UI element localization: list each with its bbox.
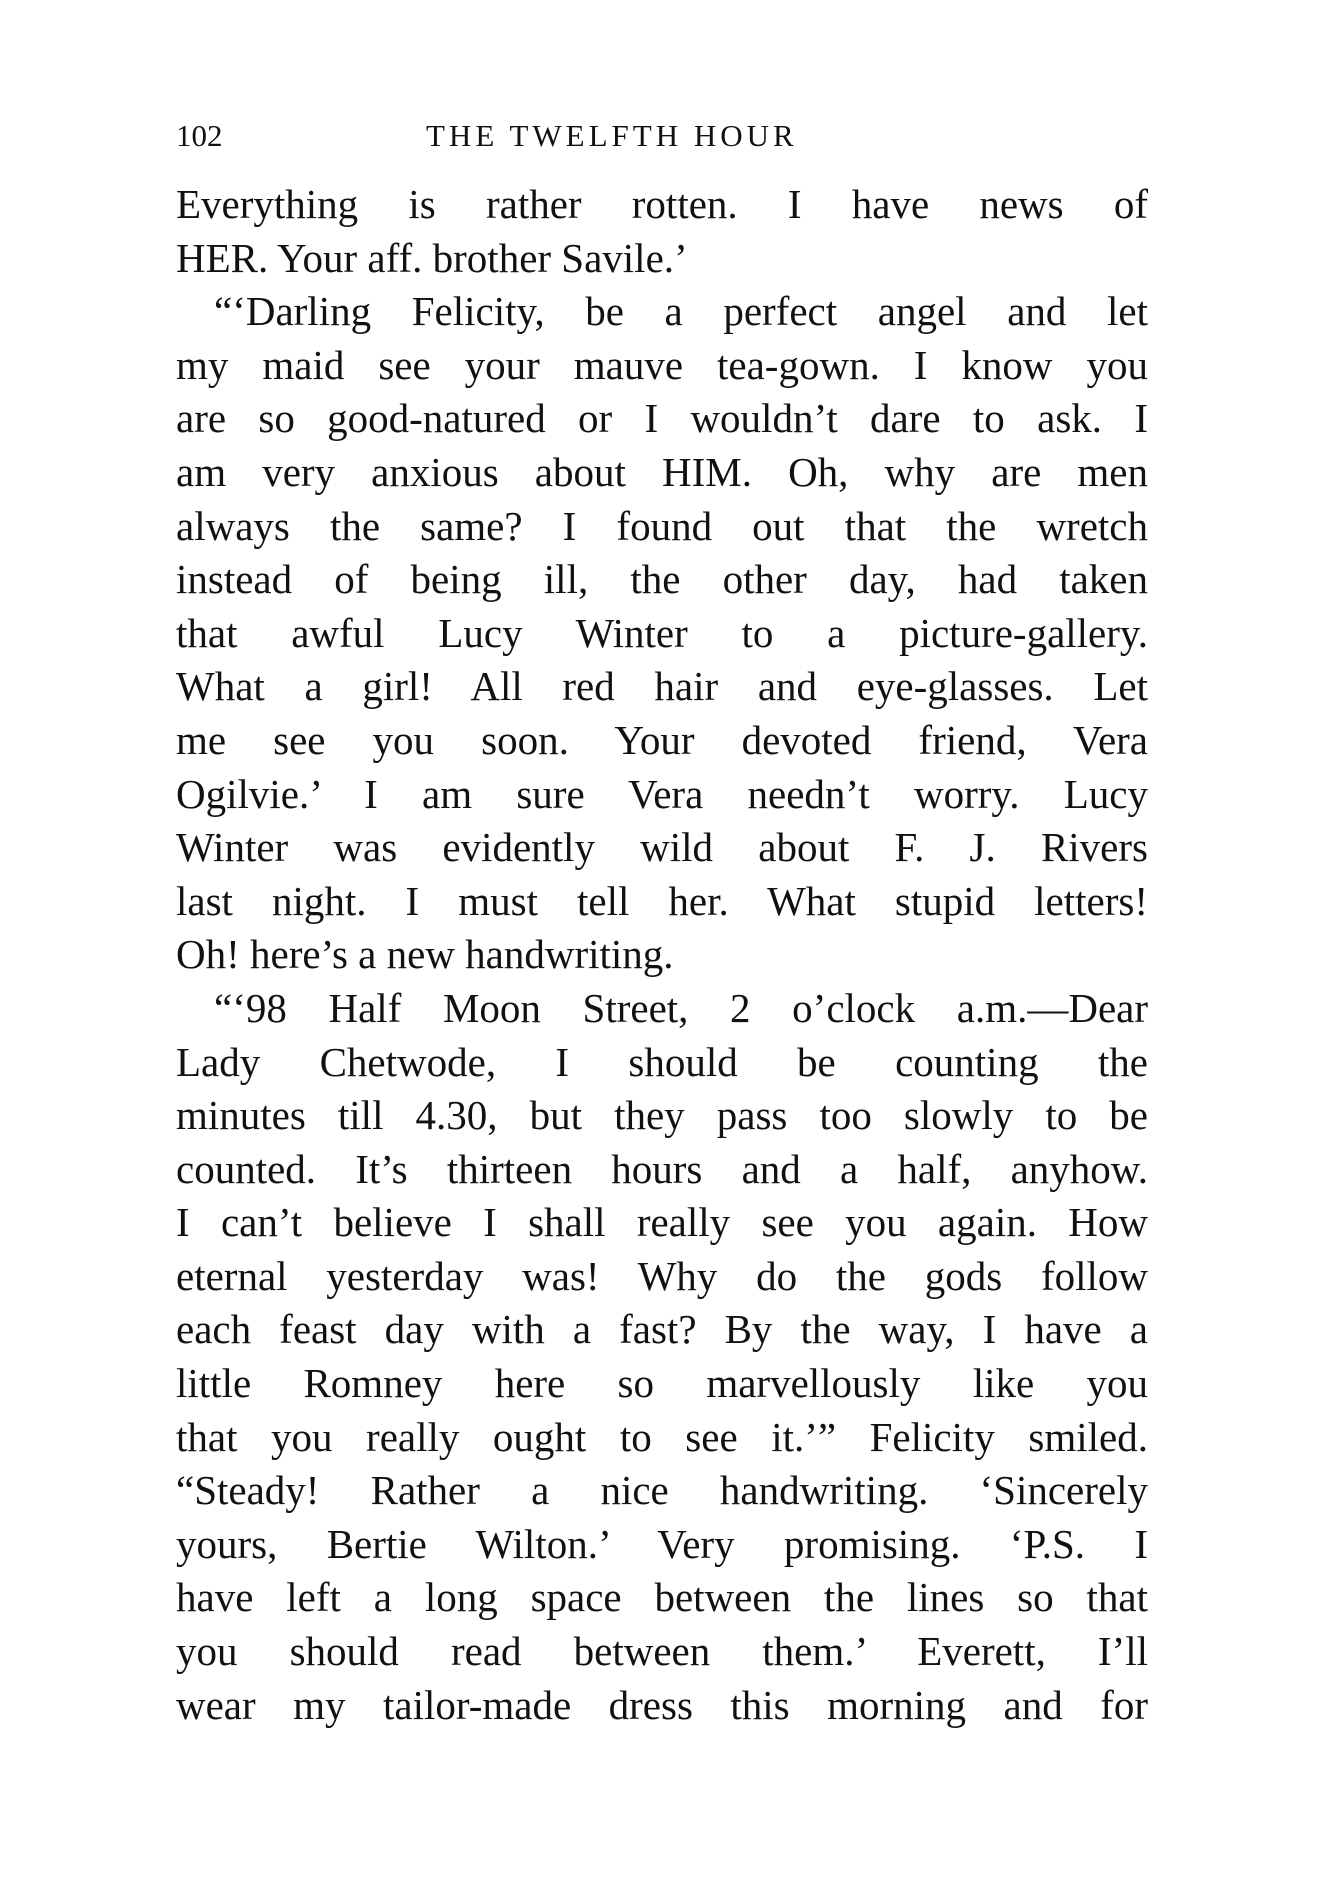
text-line: last night. I must tell her. What stupid letters! — [176, 877, 1148, 924]
text-line: each feast day with a fast? By the way, I have a — [176, 1306, 1148, 1353]
text-line: that awful Lucy Winter to a picture-gallery. — [176, 609, 1148, 656]
text-line: counted. It’s thirteen hours and a half, anyhow. — [176, 1145, 1148, 1192]
text-line: “‘Darling Felicity, be a perfect angel and let — [214, 288, 1148, 335]
text-line: I can’t believe I shall really see you again. How — [176, 1199, 1148, 1246]
text-line: you should read between them.’ Everett, I’ll — [176, 1628, 1148, 1675]
text-line: What a girl! All red hair and eye-glasses. Let — [176, 663, 1148, 710]
text-line: little Romney here so marvellously like you — [176, 1360, 1148, 1407]
text-line: are so good-natured or I wouldn’t dare to ask. I — [176, 395, 1148, 442]
body-text — [176, 178, 1148, 1732]
running-header — [176, 118, 1136, 158]
text-line: Everything is rather rotten. I have news of — [176, 181, 1148, 227]
text-line: me see you soon. Your devoted friend, Vera — [176, 716, 1148, 763]
text-line: my maid see your mauve tea-gown. I know you — [176, 341, 1148, 388]
text-line: Lady Chetwode, I should be counting the — [176, 1038, 1148, 1085]
text-line: am very anxious about HIM. Oh, why are men — [176, 448, 1148, 495]
text-line: wear my tailor-made dress this morning and for — [176, 1681, 1148, 1728]
text-line: HER. Your aff. brother Savile.’ — [176, 234, 688, 281]
text-line: always the same? I found out that the wretch — [176, 502, 1148, 549]
text-line: Winter was evidently wild about F. J. Rivers — [176, 824, 1148, 871]
text-line: Oh! here’s a new handwriting. — [176, 931, 674, 978]
text-line: have left a long space between the lines so that — [176, 1574, 1148, 1621]
text-line: eternal yesterday was! Why do the gods follow — [176, 1252, 1148, 1299]
text-line: that you really ought to see it.’” Felicity smiled. — [176, 1413, 1148, 1460]
text-line: “‘98 Half Moon Street, 2 o’clock a.m.—Dear — [214, 984, 1148, 1031]
text-line: minutes till 4.30, but they pass too slowly to be — [176, 1092, 1148, 1139]
text-line: instead of being ill, the other day, had taken — [176, 556, 1148, 603]
text-line: Ogilvie.’ I am sure Vera needn’t worry. Lucy — [176, 770, 1148, 817]
running-title: THE TWELFTH HOUR — [426, 118, 798, 153]
text-line: “Steady! Rather a nice handwriting. ‘Sincerely — [176, 1467, 1148, 1514]
page-number: 102 — [176, 118, 223, 153]
text-line: yours, Bertie Wilton.’ Very promising. ‘P.S. I — [176, 1520, 1148, 1567]
